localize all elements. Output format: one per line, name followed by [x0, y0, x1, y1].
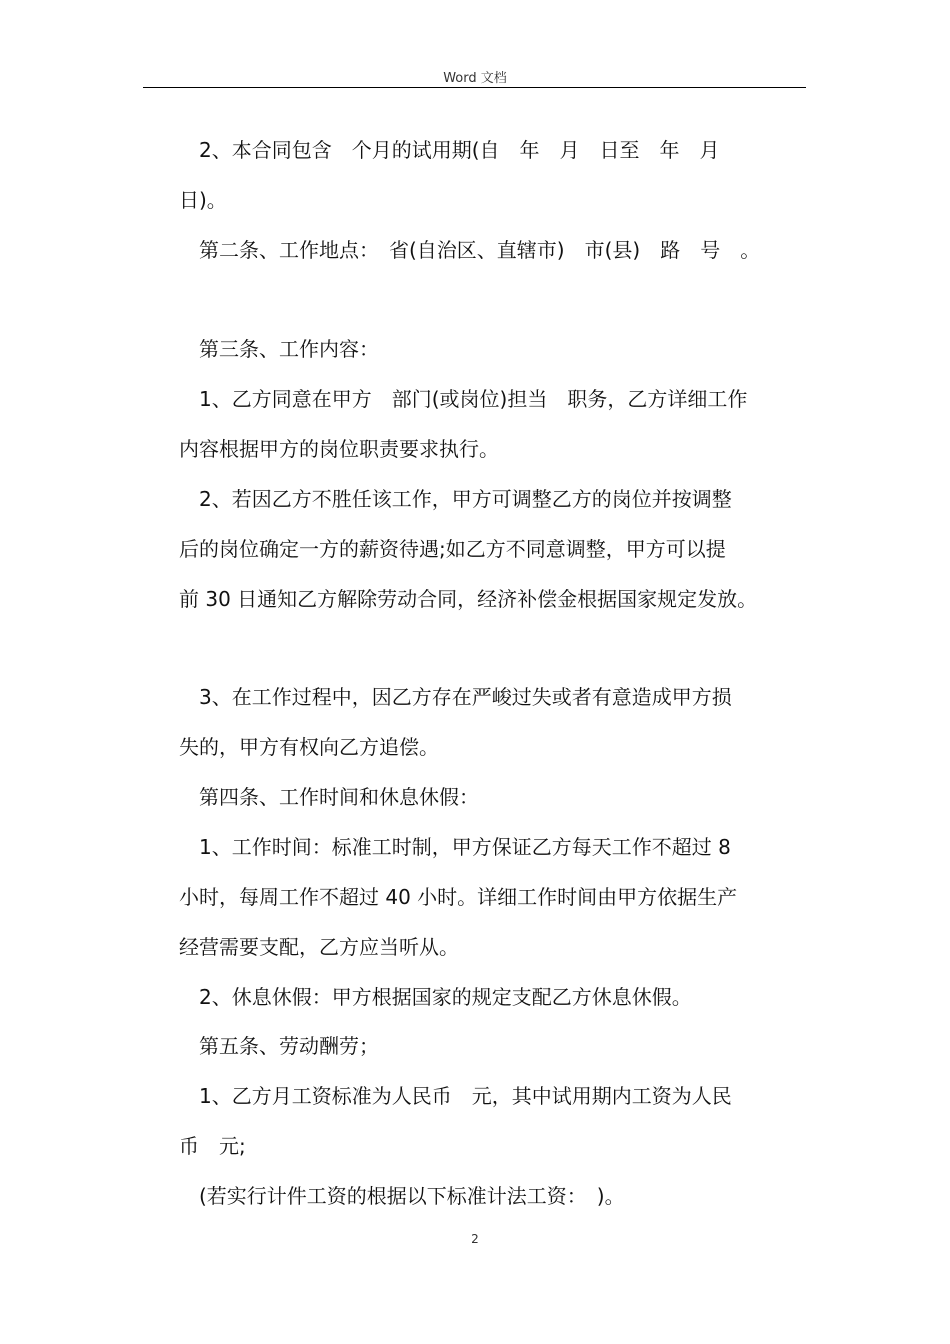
paragraph-line: 2、休息休假：甲方根据国家的规定支配乙方休息休假。 — [199, 985, 692, 1009]
paragraph-line: 3、在工作过程中，因乙方存在严峻过失或者有意造成甲方损 — [199, 685, 732, 709]
paragraph-line: 内容根据甲方的岗位职责要求执行。 — [179, 437, 499, 461]
header-divider — [143, 87, 806, 88]
section-heading: 第四条、工作时间和休息休假： — [199, 785, 479, 809]
paragraph-line: 1、工作时间：标准工时制，甲方保证乙方每天工作不超过 8 — [199, 835, 731, 859]
paragraph-line: 经营需要支配，乙方应当听从。 — [179, 935, 459, 959]
paragraph-line: 2、本合同包含 个月的试用期(自 年 月 日至 年 月 — [199, 138, 720, 162]
paragraph-line: 日)。 — [179, 188, 227, 212]
paragraph-line: 失的，甲方有权向乙方追偿。 — [179, 735, 439, 759]
paragraph-line: 1、乙方月工资标准为人民币 元，其中试用期内工资为人民 — [199, 1084, 732, 1108]
paragraph-line: 后的岗位确定一方的薪资待遇;如乙方不同意调整，甲方可以提 — [179, 537, 726, 561]
paragraph-line: 小时，每周工作不超过 40 小时。详细工作时间由甲方依据生产 — [179, 885, 738, 909]
paragraph-line: 币 元; — [179, 1134, 246, 1158]
header-title: Word 文档 — [443, 71, 507, 86]
section-heading: 第五条、劳动酬劳； — [199, 1034, 379, 1058]
paragraph-line: 第二条、工作地点： 省(自治区、直辖市) 市(县) 路 号 。 — [199, 238, 761, 262]
paragraph-line: 1、乙方同意在甲方 部门(或岗位)担当 职务，乙方详细工作 — [199, 387, 748, 411]
paragraph-line: 2、若因乙方不胜任该工作，甲方可调整乙方的岗位并按调整 — [199, 487, 732, 511]
paragraph-line: (若实行计件工资的根据以下标准计法工资： )。 — [199, 1184, 625, 1208]
section-heading: 第三条、工作内容： — [199, 337, 379, 361]
page-number: 2 — [471, 1232, 479, 1246]
paragraph-line: 前 30 日通知乙方解除劳动合同，经济补偿金根据国家规定发放。 — [179, 587, 758, 611]
